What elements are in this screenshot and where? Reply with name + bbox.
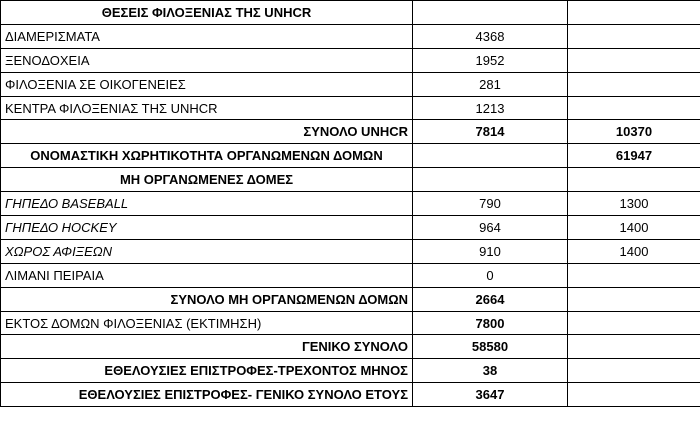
table-row	[1, 287, 700, 311]
cell-value: 910	[413, 239, 568, 263]
cell-value: 7814	[413, 120, 568, 144]
table-row	[1, 24, 700, 48]
cell-value: 2664	[413, 287, 568, 311]
cell-value	[568, 48, 700, 72]
table-row	[1, 144, 700, 168]
table-row	[1, 239, 700, 263]
cell-value: 281	[413, 72, 568, 96]
row-label: ΓΗΠΕΔΟ HOCKEY	[1, 216, 413, 240]
cell-value	[413, 1, 568, 25]
cell-value: 964	[413, 216, 568, 240]
cell-value	[568, 24, 700, 48]
row-label-total: ΣΥΝΟΛΟ ΜΗ ΟΡΓΑΝΩΜΕΝΩΝ ΔΟΜΩΝ	[1, 287, 413, 311]
table-row	[1, 383, 700, 407]
cell-value	[568, 168, 700, 192]
row-label: ΓΗΠΕΔΟ BASEBALL	[1, 192, 413, 216]
table-row	[1, 216, 700, 240]
cell-value: 1400	[568, 239, 700, 263]
table-row	[1, 96, 700, 120]
cell-value: 7800	[413, 311, 568, 335]
section-heading-unhcr: ΘΕΣΕΙΣ ΦΙΛΟΞΕΝΙΑΣ ΤΗΣ UNHCR	[1, 1, 413, 25]
section-heading-unorganized: ΜΗ ΟΡΓΑΝΩΜΕΝΕΣ ΔΟΜΕΣ	[1, 168, 413, 192]
table-row	[1, 311, 700, 335]
cell-value: 1300	[568, 192, 700, 216]
row-label-returns-year: ΕΘΕΛΟΥΣΙΕΣ ΕΠΙΣΤΡΟΦΕΣ- ΓΕΝΙΚΟ ΣΥΝΟΛΟ ΕΤΟΥΣ	[1, 383, 413, 407]
table-row	[1, 120, 700, 144]
cell-value: 10370	[568, 120, 700, 144]
table-row	[1, 335, 700, 359]
table-row	[1, 72, 700, 96]
cell-value	[413, 168, 568, 192]
cell-value	[568, 72, 700, 96]
cell-value: 1400	[568, 216, 700, 240]
table-row	[1, 1, 700, 25]
cell-value: 61947	[568, 144, 700, 168]
cell-value: 58580	[413, 335, 568, 359]
table-row	[1, 168, 700, 192]
row-label-total: ΣΥΝΟΛΟ UNHCR	[1, 120, 413, 144]
cell-value: 3647	[413, 383, 568, 407]
cell-value: 0	[413, 263, 568, 287]
cell-value	[568, 383, 700, 407]
table-row	[1, 192, 700, 216]
cell-value: 1952	[413, 48, 568, 72]
table-row	[1, 359, 700, 383]
cell-value: 1213	[413, 96, 568, 120]
cell-value	[568, 311, 700, 335]
table-row	[1, 48, 700, 72]
row-label: ΧΩΡΟΣ ΑΦΙΞΕΩΝ	[1, 239, 413, 263]
row-label: ΛΙΜΑΝΙ ΠΕΙΡΑΙΑ	[1, 263, 413, 287]
row-label-capacity: ΟΝΟΜΑΣΤΙΚΗ ΧΩΡΗΤΙΚΟΤΗΤΑ ΟΡΓΑΝΩΜΕΝΩΝ ΔΟΜΩΝ	[1, 144, 413, 168]
cell-value	[568, 359, 700, 383]
table-row	[1, 263, 700, 287]
row-label: ΕΚΤΟΣ ΔΟΜΩΝ ΦΙΛΟΞΕΝΙΑΣ (ΕΚΤΙΜΗΣΗ)	[1, 311, 413, 335]
cell-value	[568, 1, 700, 25]
row-label: ΦΙΛΟΞΕΝΙΑ ΣΕ ΟΙΚΟΓΕΝΕΙΕΣ	[1, 72, 413, 96]
cell-value	[568, 335, 700, 359]
row-label: ΚΕΝΤΡΑ ΦΙΛΟΞΕΝΙΑΣ ΤΗΣ UNHCR	[1, 96, 413, 120]
row-label: ΔΙΑΜΕΡΙΣΜΑΤΑ	[1, 24, 413, 48]
cell-value: 790	[413, 192, 568, 216]
row-label-returns-month: ΕΘΕΛΟΥΣΙΕΣ ΕΠΙΣΤΡΟΦΕΣ-ΤΡΕΧΟΝΤΟΣ ΜΗΝΟΣ	[1, 359, 413, 383]
row-label-grand-total: ΓΕΝΙΚΟ ΣΥΝΟΛΟ	[1, 335, 413, 359]
cell-value	[413, 144, 568, 168]
cell-value	[568, 287, 700, 311]
cell-value	[568, 263, 700, 287]
cell-value: 4368	[413, 24, 568, 48]
row-label: ΞΕΝΟΔΟΧΕΙΑ	[1, 48, 413, 72]
cell-value: 38	[413, 359, 568, 383]
cell-value	[568, 96, 700, 120]
